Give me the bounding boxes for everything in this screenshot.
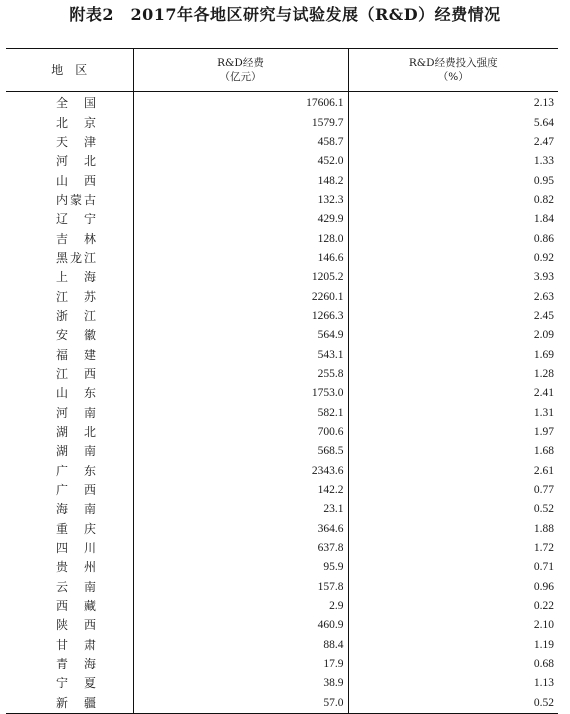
region-cell bbox=[6, 694, 133, 714]
table-row bbox=[6, 384, 558, 403]
intensity-cell: 0.52 bbox=[348, 500, 558, 519]
region-name: 内蒙古 bbox=[56, 192, 96, 207]
region-cell bbox=[6, 249, 133, 268]
region-cell bbox=[6, 674, 133, 693]
region-name: 贵州 bbox=[56, 560, 96, 575]
intensity-cell: 0.22 bbox=[348, 597, 558, 616]
region-cell bbox=[6, 113, 133, 132]
region-name: 浙江 bbox=[56, 308, 96, 323]
region-name: 江苏 bbox=[56, 289, 96, 304]
header-expenditure-unit: （亿元） bbox=[219, 71, 262, 83]
table-row bbox=[6, 113, 558, 132]
region-cell bbox=[6, 442, 133, 461]
region-cell bbox=[6, 345, 133, 364]
region-cell bbox=[6, 578, 133, 597]
region-cell bbox=[6, 287, 133, 306]
expenditure-cell: 38.9 bbox=[133, 674, 348, 693]
table-row bbox=[6, 655, 558, 674]
region-cell bbox=[6, 171, 133, 190]
intensity-cell: 2.45 bbox=[348, 307, 558, 326]
intensity-cell: 1.88 bbox=[348, 520, 558, 539]
intensity-cell: 2.41 bbox=[348, 384, 558, 403]
table-row bbox=[6, 539, 558, 558]
region-cell bbox=[6, 152, 133, 171]
expenditure-cell: 543.1 bbox=[133, 345, 348, 364]
expenditure-cell: 95.9 bbox=[133, 558, 348, 577]
table-row bbox=[6, 229, 558, 248]
table-row bbox=[6, 171, 558, 190]
region-name: 陕西 bbox=[56, 618, 96, 633]
expenditure-cell: 2260.1 bbox=[133, 287, 348, 306]
expenditure-cell: 1266.3 bbox=[133, 307, 348, 326]
table-row bbox=[6, 423, 558, 442]
table-row bbox=[6, 152, 558, 171]
table-row bbox=[6, 92, 558, 114]
intensity-cell: 1.31 bbox=[348, 404, 558, 423]
expenditure-cell: 17.9 bbox=[133, 655, 348, 674]
region-cell bbox=[6, 384, 133, 403]
table-row bbox=[6, 326, 558, 345]
region-cell bbox=[6, 558, 133, 577]
table-row bbox=[6, 674, 558, 693]
expenditure-cell: 568.5 bbox=[133, 442, 348, 461]
table-row bbox=[6, 481, 558, 500]
region-cell bbox=[6, 404, 133, 423]
intensity-cell: 1.28 bbox=[348, 365, 558, 384]
table-row bbox=[6, 442, 558, 461]
expenditure-cell: 132.3 bbox=[133, 191, 348, 210]
table-row bbox=[6, 365, 558, 384]
table-row bbox=[6, 345, 558, 364]
region-name: 全国 bbox=[56, 96, 96, 111]
expenditure-cell: 23.1 bbox=[133, 500, 348, 519]
expenditure-cell: 429.9 bbox=[133, 210, 348, 229]
intensity-cell: 0.77 bbox=[348, 481, 558, 500]
region-name: 广东 bbox=[56, 463, 96, 478]
region-name: 湖南 bbox=[56, 444, 96, 459]
region-name: 安徽 bbox=[56, 328, 96, 343]
expenditure-cell: 17606.1 bbox=[133, 92, 348, 114]
expenditure-cell: 582.1 bbox=[133, 404, 348, 423]
table-row bbox=[6, 520, 558, 539]
intensity-cell: 0.92 bbox=[348, 249, 558, 268]
intensity-cell: 2.10 bbox=[348, 616, 558, 635]
region-cell bbox=[6, 481, 133, 500]
expenditure-cell: 452.0 bbox=[133, 152, 348, 171]
intensity-cell: 0.52 bbox=[348, 694, 558, 714]
region-name: 青海 bbox=[56, 657, 96, 672]
region-name: 甘肃 bbox=[56, 637, 96, 652]
table-row bbox=[6, 191, 558, 210]
expenditure-cell: 88.4 bbox=[133, 636, 348, 655]
table-row bbox=[6, 210, 558, 229]
table-row bbox=[6, 133, 558, 152]
region-cell bbox=[6, 268, 133, 287]
expenditure-cell: 2.9 bbox=[133, 597, 348, 616]
region-cell bbox=[6, 326, 133, 345]
intensity-cell: 0.96 bbox=[348, 578, 558, 597]
header-row bbox=[6, 49, 558, 92]
header-intensity-label: R&D经费投入强度 bbox=[408, 57, 498, 69]
expenditure-cell: 564.9 bbox=[133, 326, 348, 345]
region-name: 宁夏 bbox=[56, 676, 96, 691]
header-intensity-unit: （%） bbox=[437, 71, 469, 83]
region-name: 吉林 bbox=[56, 231, 96, 246]
region-cell bbox=[6, 500, 133, 519]
region-name: 湖北 bbox=[56, 425, 96, 440]
region-name: 山东 bbox=[56, 386, 96, 401]
region-name: 四川 bbox=[56, 541, 96, 556]
page-title: 附表2 2017年各地区研究与试验发展（R&D）经费情况 bbox=[69, 5, 501, 24]
intensity-cell: 2.09 bbox=[348, 326, 558, 345]
intensity-cell: 1.97 bbox=[348, 423, 558, 442]
region-cell bbox=[6, 191, 133, 210]
intensity-cell: 2.47 bbox=[348, 133, 558, 152]
intensity-cell: 0.82 bbox=[348, 191, 558, 210]
region-cell bbox=[6, 210, 133, 229]
region-cell bbox=[6, 133, 133, 152]
region-name: 黑龙江 bbox=[56, 250, 96, 265]
region-cell bbox=[6, 307, 133, 326]
expenditure-cell: 637.8 bbox=[133, 539, 348, 558]
expenditure-cell: 458.7 bbox=[133, 133, 348, 152]
region-name: 江西 bbox=[56, 366, 96, 381]
table-body bbox=[6, 92, 558, 714]
table-row bbox=[6, 616, 558, 635]
intensity-cell: 0.71 bbox=[348, 558, 558, 577]
expenditure-cell: 142.2 bbox=[133, 481, 348, 500]
table-row bbox=[6, 597, 558, 616]
region-name: 北京 bbox=[56, 115, 96, 130]
region-cell bbox=[6, 229, 133, 248]
intensity-cell: 1.13 bbox=[348, 674, 558, 693]
region-cell bbox=[6, 616, 133, 635]
table-row bbox=[6, 462, 558, 481]
expenditure-cell: 364.6 bbox=[133, 520, 348, 539]
region-name: 西藏 bbox=[56, 599, 96, 614]
expenditure-cell: 255.8 bbox=[133, 365, 348, 384]
header-expenditure bbox=[133, 49, 348, 92]
region-name: 海南 bbox=[56, 502, 96, 517]
table-row bbox=[6, 307, 558, 326]
intensity-cell: 1.84 bbox=[348, 210, 558, 229]
region-name: 天津 bbox=[56, 134, 96, 149]
intensity-cell: 3.93 bbox=[348, 268, 558, 287]
expenditure-cell: 1205.2 bbox=[133, 268, 348, 287]
table-row bbox=[6, 578, 558, 597]
intensity-cell: 1.33 bbox=[348, 152, 558, 171]
region-name: 福建 bbox=[56, 347, 96, 362]
table-row bbox=[6, 404, 558, 423]
region-name: 重庆 bbox=[56, 521, 96, 536]
expenditure-cell: 157.8 bbox=[133, 578, 348, 597]
region-name: 广西 bbox=[56, 483, 96, 498]
table-header bbox=[6, 49, 558, 92]
intensity-cell: 0.68 bbox=[348, 655, 558, 674]
region-name: 河南 bbox=[56, 405, 96, 420]
table-row bbox=[6, 287, 558, 306]
table-row bbox=[6, 500, 558, 519]
intensity-cell: 2.13 bbox=[348, 92, 558, 114]
table-row bbox=[6, 636, 558, 655]
intensity-cell: 2.63 bbox=[348, 287, 558, 306]
expenditure-cell: 57.0 bbox=[133, 694, 348, 714]
intensity-cell: 0.86 bbox=[348, 229, 558, 248]
rd-expenditure-table bbox=[6, 48, 558, 714]
region-cell bbox=[6, 423, 133, 442]
intensity-cell: 1.72 bbox=[348, 539, 558, 558]
intensity-cell: 2.61 bbox=[348, 462, 558, 481]
region-name: 云南 bbox=[56, 579, 96, 594]
expenditure-cell: 1753.0 bbox=[133, 384, 348, 403]
expenditure-cell: 148.2 bbox=[133, 171, 348, 190]
table-row bbox=[6, 694, 558, 714]
region-name: 新疆 bbox=[56, 695, 96, 710]
table-row bbox=[6, 558, 558, 577]
region-cell bbox=[6, 92, 133, 114]
intensity-cell: 1.69 bbox=[348, 345, 558, 364]
region-cell bbox=[6, 597, 133, 616]
header-intensity bbox=[348, 49, 558, 92]
region-name: 辽宁 bbox=[56, 212, 96, 227]
expenditure-cell: 146.6 bbox=[133, 249, 348, 268]
region-cell bbox=[6, 655, 133, 674]
table-row bbox=[6, 268, 558, 287]
table-row bbox=[6, 249, 558, 268]
header-expenditure-label: R&D经费 bbox=[217, 57, 264, 69]
region-name: 上海 bbox=[56, 270, 96, 285]
expenditure-cell: 2343.6 bbox=[133, 462, 348, 481]
expenditure-cell: 1579.7 bbox=[133, 113, 348, 132]
region-cell bbox=[6, 462, 133, 481]
region-cell bbox=[6, 539, 133, 558]
intensity-cell: 1.19 bbox=[348, 636, 558, 655]
region-cell bbox=[6, 520, 133, 539]
intensity-cell: 0.95 bbox=[348, 171, 558, 190]
header-region: 地区 bbox=[6, 49, 133, 92]
expenditure-cell: 460.9 bbox=[133, 616, 348, 635]
intensity-cell: 5.64 bbox=[348, 113, 558, 132]
region-cell bbox=[6, 636, 133, 655]
data-table-container bbox=[6, 48, 558, 714]
region-name: 河北 bbox=[56, 154, 96, 169]
region-cell bbox=[6, 365, 133, 384]
region-name: 山西 bbox=[56, 173, 96, 188]
intensity-cell: 1.68 bbox=[348, 442, 558, 461]
expenditure-cell: 128.0 bbox=[133, 229, 348, 248]
expenditure-cell: 700.6 bbox=[133, 423, 348, 442]
